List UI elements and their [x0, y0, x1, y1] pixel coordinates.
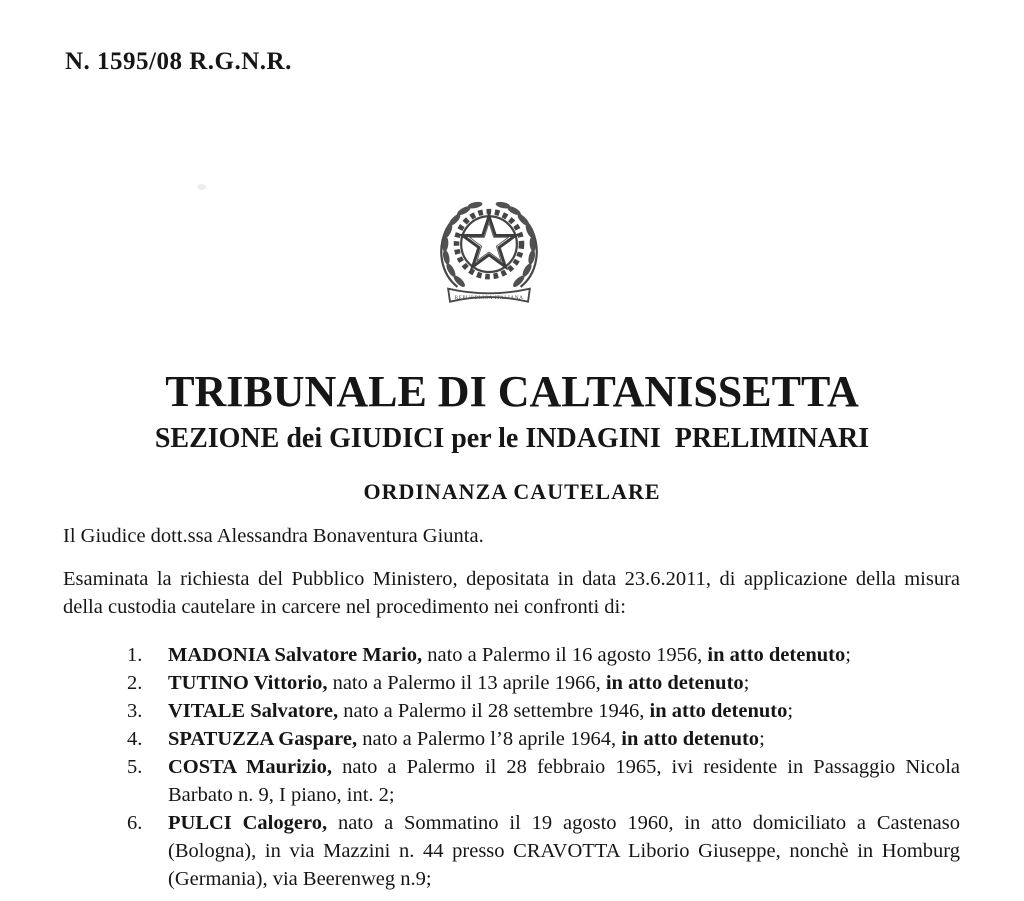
defendant-number: 2.: [127, 672, 143, 694]
defendant-item-3: [127, 697, 960, 725]
act-title: ORDINANZA CAUTELARE: [363, 479, 661, 505]
defendant-details: nato a Palermo il 16 agosto 1956,: [422, 644, 708, 666]
emblem-banner-text: REPUBBLICA ITALIANA: [454, 294, 524, 301]
defendant-item-5: [127, 753, 960, 809]
defendant-list: [63, 641, 960, 893]
defendant-text: [168, 697, 960, 725]
defendant-status: in atto detenuto: [621, 728, 760, 750]
defendant-name: MADONIA Salvatore Mario,: [168, 644, 423, 666]
defendant-terminator: ;: [787, 700, 794, 722]
defendant-text: [168, 809, 960, 893]
defendant-details: nato a Palermo il 28 febbraio 1965, ivi residente in Passaggio Nicola Barbato n. 9, I piano, int. 2;: [168, 756, 960, 806]
defendant-text: [168, 725, 960, 753]
defendant-number: 6.: [127, 812, 143, 834]
italian-republic-emblem-icon: [424, 192, 554, 326]
defendant-name: TUTINO Vittorio,: [168, 672, 328, 694]
defendant-item-4: [127, 725, 960, 753]
defendant-name: PULCI Calogero,: [168, 812, 328, 834]
defendant-text: [168, 669, 960, 697]
defendant-number: 5.: [127, 756, 143, 778]
title-block: [0, 368, 1024, 505]
defendant-status: in atto detenuto: [605, 672, 744, 694]
defendant-status: in atto detenuto: [649, 700, 788, 722]
scan-artifact: [197, 184, 206, 190]
judge-line: Il Giudice dott.ssa Alessandra Bonaventura Giunta.: [63, 525, 484, 547]
section-title: SEZIONE dei GIUDICI per le INDAGINI PRELIMINARI: [154, 423, 870, 455]
defendant-item-6: [127, 809, 960, 893]
intro-paragraph: Esaminata la richiesta del Pubblico Ministero, depositata in data 23.6.2011, di applicazione della misura della custodia cautelare in carcere nel procedimento nei confronti di:: [63, 568, 960, 618]
defendant-details: nato a Palermo il 13 aprile 1966,: [327, 672, 606, 694]
defendant-text: [168, 753, 960, 809]
defendant-terminator: ;: [759, 728, 765, 750]
defendant-number: 3.: [127, 700, 143, 722]
defendant-item-2: [127, 669, 960, 697]
defendant-name: COSTA Maurizio,: [168, 756, 333, 778]
defendant-name: SPATUZZA Gaspare,: [168, 728, 358, 750]
defendant-details: nato a Sommatino il 19 agosto 1960, in atto domiciliato a Castenaso (Bologna), in via Mazzini n. 44 presso CRAVOTTA Liborio Giuseppe, nonchè in Homburg (Germania), via Beerenweg n.9;: [168, 812, 960, 890]
defendant-terminator: ;: [743, 672, 750, 694]
defendant-details: nato a Palermo il 28 settembre 1946,: [338, 700, 650, 722]
case-number: N. 1595/08 R.G.N.R.: [65, 48, 292, 75]
defendant-text: [168, 641, 960, 669]
document-body: [63, 522, 960, 893]
defendant-terminator: ;: [845, 644, 851, 666]
defendant-item-1: [127, 641, 960, 669]
defendant-status: in atto detenuto: [707, 644, 846, 666]
court-title: TRIBUNALE DI CALTANISSETTA: [165, 367, 859, 416]
defendant-name: VITALE Salvatore,: [168, 700, 339, 722]
defendant-number: 1.: [127, 644, 143, 666]
defendant-details: nato a Palermo l’8 aprile 1964,: [357, 728, 622, 750]
defendant-number: 4.: [127, 728, 143, 750]
